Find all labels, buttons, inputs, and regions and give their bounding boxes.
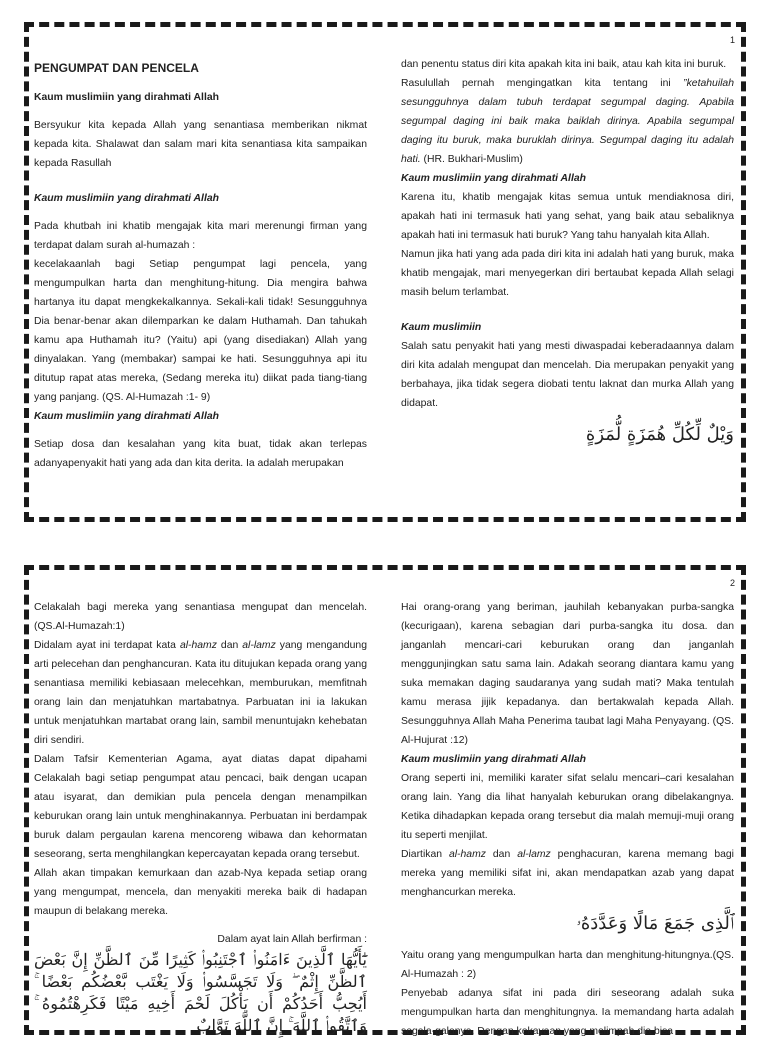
right-column	[401, 598, 734, 1041]
paragraph	[401, 74, 734, 169]
left-column	[34, 55, 367, 473]
text-run: Rasulullah pernah mengingatkan kita tentang ini	[401, 78, 684, 89]
text-run: yang mengandung arti pelecehan dan penghancuran. Kata itu ditujukan kepada orang yang senantiasa memiliki kebiasaan melecehkan, memburukan, memfitnah orang lain dan menjatuhkan martabatnya. Parbuatan ini ia lakukan untuk menjatuhkan martabat orang lain, sambil menuntujakn kehebatan diri sendiri.	[34, 640, 367, 746]
paragraph: Allah akan timpakan kemurkaan dan azab-Nya kepada setiap orang yang mengumpat, mencela, dan menyakiti mereka baik di hadapan maupun di belakang mereka.	[34, 868, 367, 917]
hadith-quote: ”ketahuilah sesungguhnya dalam tubuh terdapat segumpal daging. Apabila segumpal daging ini baik maka baiklah dirinya. Apabila segumpal daging itu buruk, maka buruklah dirinya. Segumpal daging itu adalah hati.	[401, 78, 734, 165]
document-page-1	[24, 22, 746, 522]
term: al-hamz	[448, 849, 486, 860]
document-title: PENGUMPAT DAN PENCELA	[34, 61, 199, 75]
text-run: (HR. Bukhari-Muslim)	[420, 154, 523, 165]
greeting-heading: Kaum muslimiin yang dirahmati Allah	[401, 173, 586, 184]
page-number: 1	[729, 35, 735, 45]
arabic-verse: وَيْلٌ لِّكُلِّ هُمَزَةٍ لُّمَزَةٍ	[585, 424, 734, 445]
arabic-verse: يَٰٓأَيُّهَا ٱلَّذِينَ ءَامَنُوا۟ ٱجْتَنِبُوا۟ كَثِيرًا مِّنَ ٱلظَّنِّ إِنَّ بَعْضَ ٱلظَّنِّ إِثْمٌ ۖ وَلَا تَجَسَّسُوا۟ وَلَا يَغْتَب بَّعْضُكُم بَعْضًا ۚ أَيُحِبُّ أَحَدُكُمْ أَن يَأْكُلَ لَحْمَ أَخِيهِ مَيْتًا فَكَرِهْتُمُوهُ ۚ وَٱتَّقُوا۟ ٱللَّهَ ۚ إِنَّ ٱللَّهَ تَوَّابٌ	[34, 950, 367, 1035]
left-column	[34, 598, 367, 1037]
paragraph: Penyebab adanya sifat ini pada diri seseorang adalah suka mengumpulkan harta dan menghitungnya. Ia memandang harta adalah segala-galanya. Dengan kekayaan yang melimpah dia bisa	[401, 988, 734, 1037]
paragraph	[401, 845, 734, 902]
term: al-lamz	[517, 849, 551, 860]
paragraph: Hai orang-orang yang beriman, jauhilah kebanyakan purba-sangka (kecurigaan), karena sebagian dari purba-sangka itu dosa. dan janganlah mencari-cari keburukan orang dan janganlah menggunjingkan satu sama lain. Adakah seorang diantara kamu yang suka memakan daging saudaranya yang sudah mati? Maka tentulah kamu merasa jijik kepadanya. dan bertakwalah kepada Allah. Sesungguhnya Allah Maha Penerima taubat lagi Maha Penyayang. (QS. Al-Hujurat :12)	[401, 602, 734, 746]
text-run: Didalam ayat ini terdapat kata	[34, 640, 180, 651]
paragraph: Dalam ayat lain Allah berfirman :	[217, 934, 367, 945]
paragraph: Bersyukur kita kepada Allah yang senantiasa memberikan nikmat kepada kita. Shalawat dan salam mari kita senantiasa kita sampaikan kepada Rasullah	[34, 120, 367, 169]
paragraph: Orang seperti ini, memiliki karater sifat selalu mencari–cari kesalahan orang lain. Yang dia lihat hanyalah keburukan orang dibelakangnya. Ketika dihadapkan kepada orang tersebut dia malah memuji-muji orang itu seperti menjilat.	[401, 773, 734, 841]
term: al-lamz	[242, 640, 276, 651]
text-run: Diartikan	[401, 849, 449, 860]
greeting-heading: Kaum muslimiin	[401, 322, 482, 333]
paragraph: Salah satu penyakit hati yang mesti diwaspadai keberadaannya dalam diri kita adalah mengupat dan mencelah. Dia merupakan penyakit yang berbahaya, jika tidak segera diobati tentu laknat dan murka Allah yang didapat.	[401, 341, 734, 409]
paragraph: Setiap dosa dan kesalahan yang kita buat, tidak akan terlepas adanyapenyakit hati yang ada dan kita derita. Ia adalah merupakan	[34, 439, 367, 469]
term: al-hamz	[179, 640, 217, 651]
paragraph: Celakalah bagi mereka yang senantiasa mengupat dan mencelah. (QS.Al-Humazah:1)	[34, 602, 367, 632]
right-column	[401, 55, 734, 448]
paragraph: Yaitu orang yang mengumpulkan harta dan menghitung-hitungnya.(QS. Al-Humazah : 2)	[401, 950, 734, 980]
document-page-2	[24, 565, 746, 1035]
greeting-heading: Kaum muslimiin yang dirahmati Allah	[34, 92, 219, 103]
paragraph: dan penentu status diri kita apakah kita ini baik, atau kah kita ini buruk.	[401, 59, 727, 70]
paragraph	[34, 636, 367, 750]
text-run: dan	[485, 849, 518, 860]
paragraph: kecelakaanlah bagi Setiap pengumpat lagi pencela, yang mengumpulkan harta dan menghitung-hitung. Dia mengira bahwa hartanya itu dapat mengkekalkannya. Sekali-kali tidak! Sesungguhnya Dia benar-benar akan dilemparkan ke dalam Huthamah. Dan tahukah kamu apa Huthamah itu? (Yaitu) api (yang disediakan) Allah yang dinyalakan. Yang (membakar) sampai ke hati. Sesungguhnya api itu ditutup rapat atas mereka, (Sedang mereka itu) diikat pada tiang-tiang yang panjang. (QS. Al-Humazah :1- 9)	[34, 259, 367, 403]
paragraph: Dalam Tafsir Kementerian Agama, ayat diatas dapat dipahami Celakalah bagi setiap pengumpat atau pencaci, baik dengan ucapan atau isyarat, dan demikian pula pencela dengan menampilkan keburukan orang lain untuk menghinakannya. Perbuatan ini berdampak buruk dalam pergaulan karena mencoreng wibawa dan kehormatan seseorang, serta menghilangkan kepercayatan kepada orang tersebut.	[34, 754, 367, 860]
greeting-heading: Kaum muslimiin yang dirahmati Allah	[34, 411, 219, 422]
greeting-heading: Kaum muslimiin yang dirahmati Allah	[401, 754, 586, 765]
paragraph: Pada khutbah ini khatib mengajak kita mari merenungi firman yang terdapat dalam surah al-humazah :	[34, 221, 367, 251]
text-run: dan	[216, 640, 243, 651]
arabic-verse: ٱلَّذِى جَمَعَ مَالًا وَعَدَّدَهُۥ	[576, 913, 734, 934]
paragraph: Namun jika hati yang ada pada diri kita ini adalah hati yang buruk, maka khatib mengajak, mari menyegerkan diri bertaubat kepada Allah selagi masih belum terlambat.	[401, 249, 734, 298]
paragraph: Karena itu, khatib mengajak kitas semua untuk mendiaknosa diri, apakah hati ini termasuk hati yang sehat, yang baik atau sebaliknya apakah hati ini termasuk hati buruk? Yang tahu hanyalah kita Allah.	[401, 192, 734, 241]
greeting-heading: Kaum muslimiin yang dirahmati Allah	[34, 193, 219, 204]
page-number: 2	[729, 578, 735, 588]
text-run: penghacuran, karena memang bagi mereka yang memiliki sifat ini, akan mendapatkan azab yang dapat menghancurkan mereka.	[401, 849, 734, 898]
